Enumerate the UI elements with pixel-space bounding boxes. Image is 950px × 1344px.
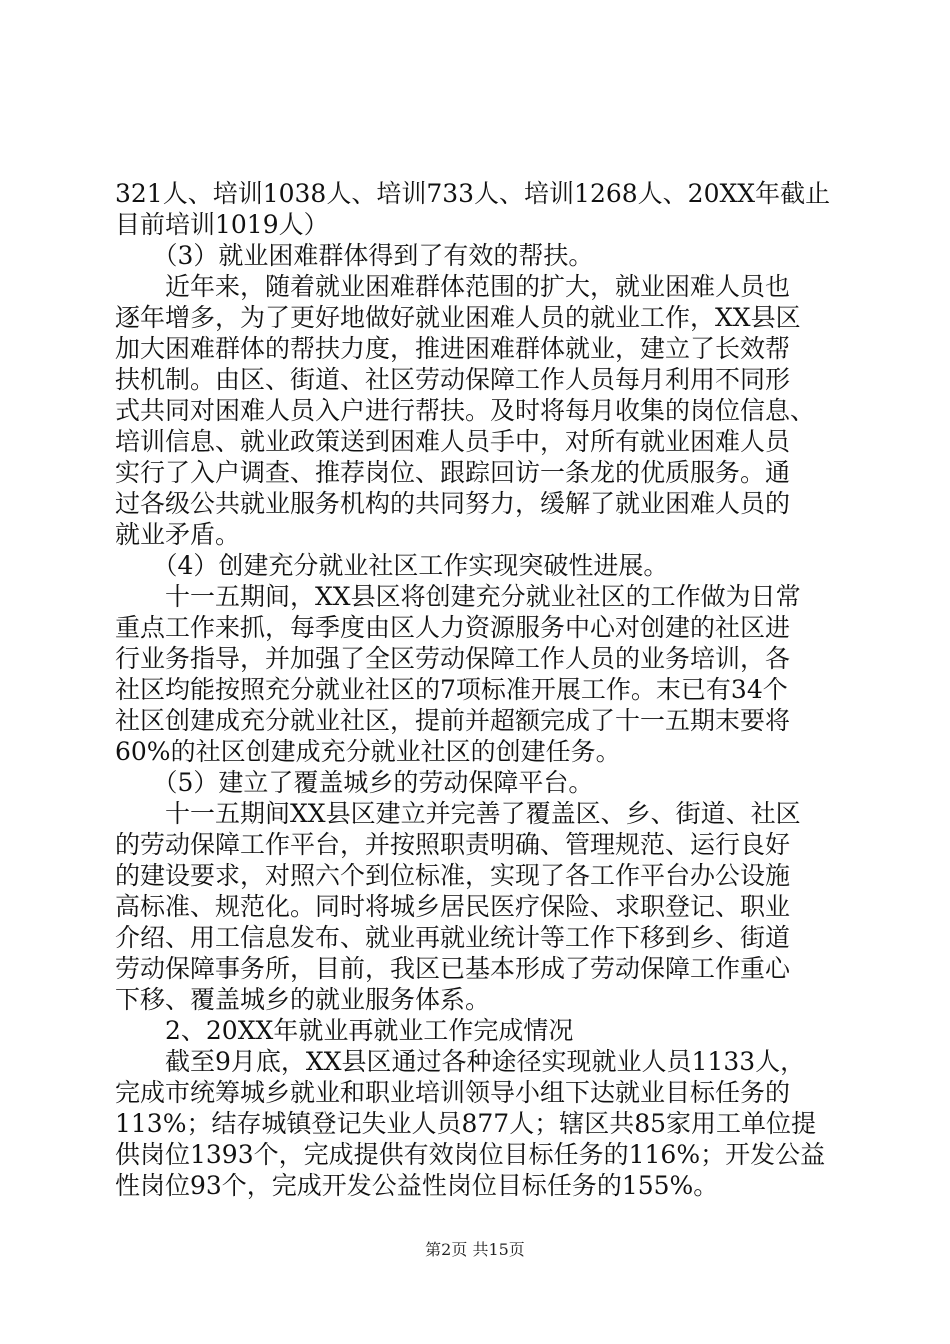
text-line: 下移、覆盖城乡的就业服务体系。 — [115, 985, 491, 1014]
text-line: 高标准、规范化。同时将城乡居民医疗保险、求职登记、职业 — [115, 892, 791, 921]
text-line: 2、20XX年就业再就业工作完成情况 — [115, 1016, 574, 1045]
text-line: 十一五期间XX县区建立并完善了覆盖区、乡、街道、社区 — [115, 799, 801, 828]
page-footer: 第2页 共15页 — [425, 1240, 525, 1259]
text-line: 逐年增多，为了更好地做好就业困难人员的就业工作，XX县区 — [115, 303, 801, 332]
text-line: 性岗位93个，完成开发公益性岗位目标任务的155%。 — [115, 1171, 719, 1200]
text-line: 十一五期间，XX县区将创建充分就业社区的工作做为日常 — [115, 582, 801, 611]
text-line: 劳动保障事务所，目前，我区已基本形成了劳动保障工作重心 — [115, 954, 791, 983]
text-line: 式共同对困难人员入户进行帮扶。及时将每月收集的岗位信息、 — [115, 396, 816, 425]
text-line: 供岗位1393个，完成提供有效岗位目标任务的116%；开发公益 — [115, 1140, 826, 1169]
text-line: 目前培训1019人） — [115, 210, 329, 239]
text-line: 行业务指导，并加强了全区劳动保障工作人员的业务培训，各 — [115, 644, 791, 673]
text-line: 培训信息、就业政策送到困难人员手中，对所有就业困难人员 — [115, 427, 791, 456]
text-line: 实行了入户调查、推荐岗位、跟踪回访一条龙的优质服务。通 — [115, 458, 791, 487]
text-line: （4）创建充分就业社区工作实现突破性进展。 — [115, 551, 669, 580]
text-line: 完成市统筹城乡就业和职业培训领导小组下达就业目标任务的 — [115, 1078, 791, 1107]
text-line: 60%的社区创建成充分就业社区的创建任务。 — [115, 737, 621, 766]
text-line: 重点工作来抓，每季度由区人力资源服务中心对创建的社区进 — [115, 613, 791, 642]
text-line: 社区均能按照充分就业社区的7项标准开展工作。末已有34个 — [115, 675, 788, 704]
text-line: 截至9月底，XX县区通过各种途径实现就业人员1133人， — [115, 1047, 806, 1076]
text-line: 扶机制。由区、街道、社区劳动保障工作人员每月利用不同形 — [115, 365, 791, 394]
text-line: （5）建立了覆盖城乡的劳动保障平台。 — [115, 768, 594, 797]
text-line: 加大困难群体的帮扶力度，推进困难群体就业，建立了长效帮 — [115, 334, 791, 363]
text-line: 过各级公共就业服务机构的共同努力，缓解了就业困难人员的 — [115, 489, 791, 518]
text-line: 321人、培训1038人、培训733人、培训1268人、20XX年截止 — [115, 179, 831, 208]
text-line: 的劳动保障工作平台，并按照职责明确、管理规范、运行良好 — [115, 830, 791, 859]
text-line: 就业矛盾。 — [115, 520, 241, 549]
text-line: 113%；结存城镇登记失业人员877人；辖区共85家用工单位提 — [115, 1109, 817, 1138]
text-line: 社区创建成充分就业社区，提前并超额完成了十一五期末要将 — [115, 706, 791, 735]
text-line: 的建设要求，对照六个到位标准，实现了各工作平台办公设施 — [115, 861, 791, 890]
text-line: （3）就业困难群体得到了有效的帮扶。 — [115, 241, 594, 270]
text-line: 近年来，随着就业困难群体范围的扩大，就业困难人员也 — [115, 272, 791, 301]
text-line: 介绍、用工信息发布、就业再就业统计等工作下移到乡、街道 — [115, 923, 791, 952]
